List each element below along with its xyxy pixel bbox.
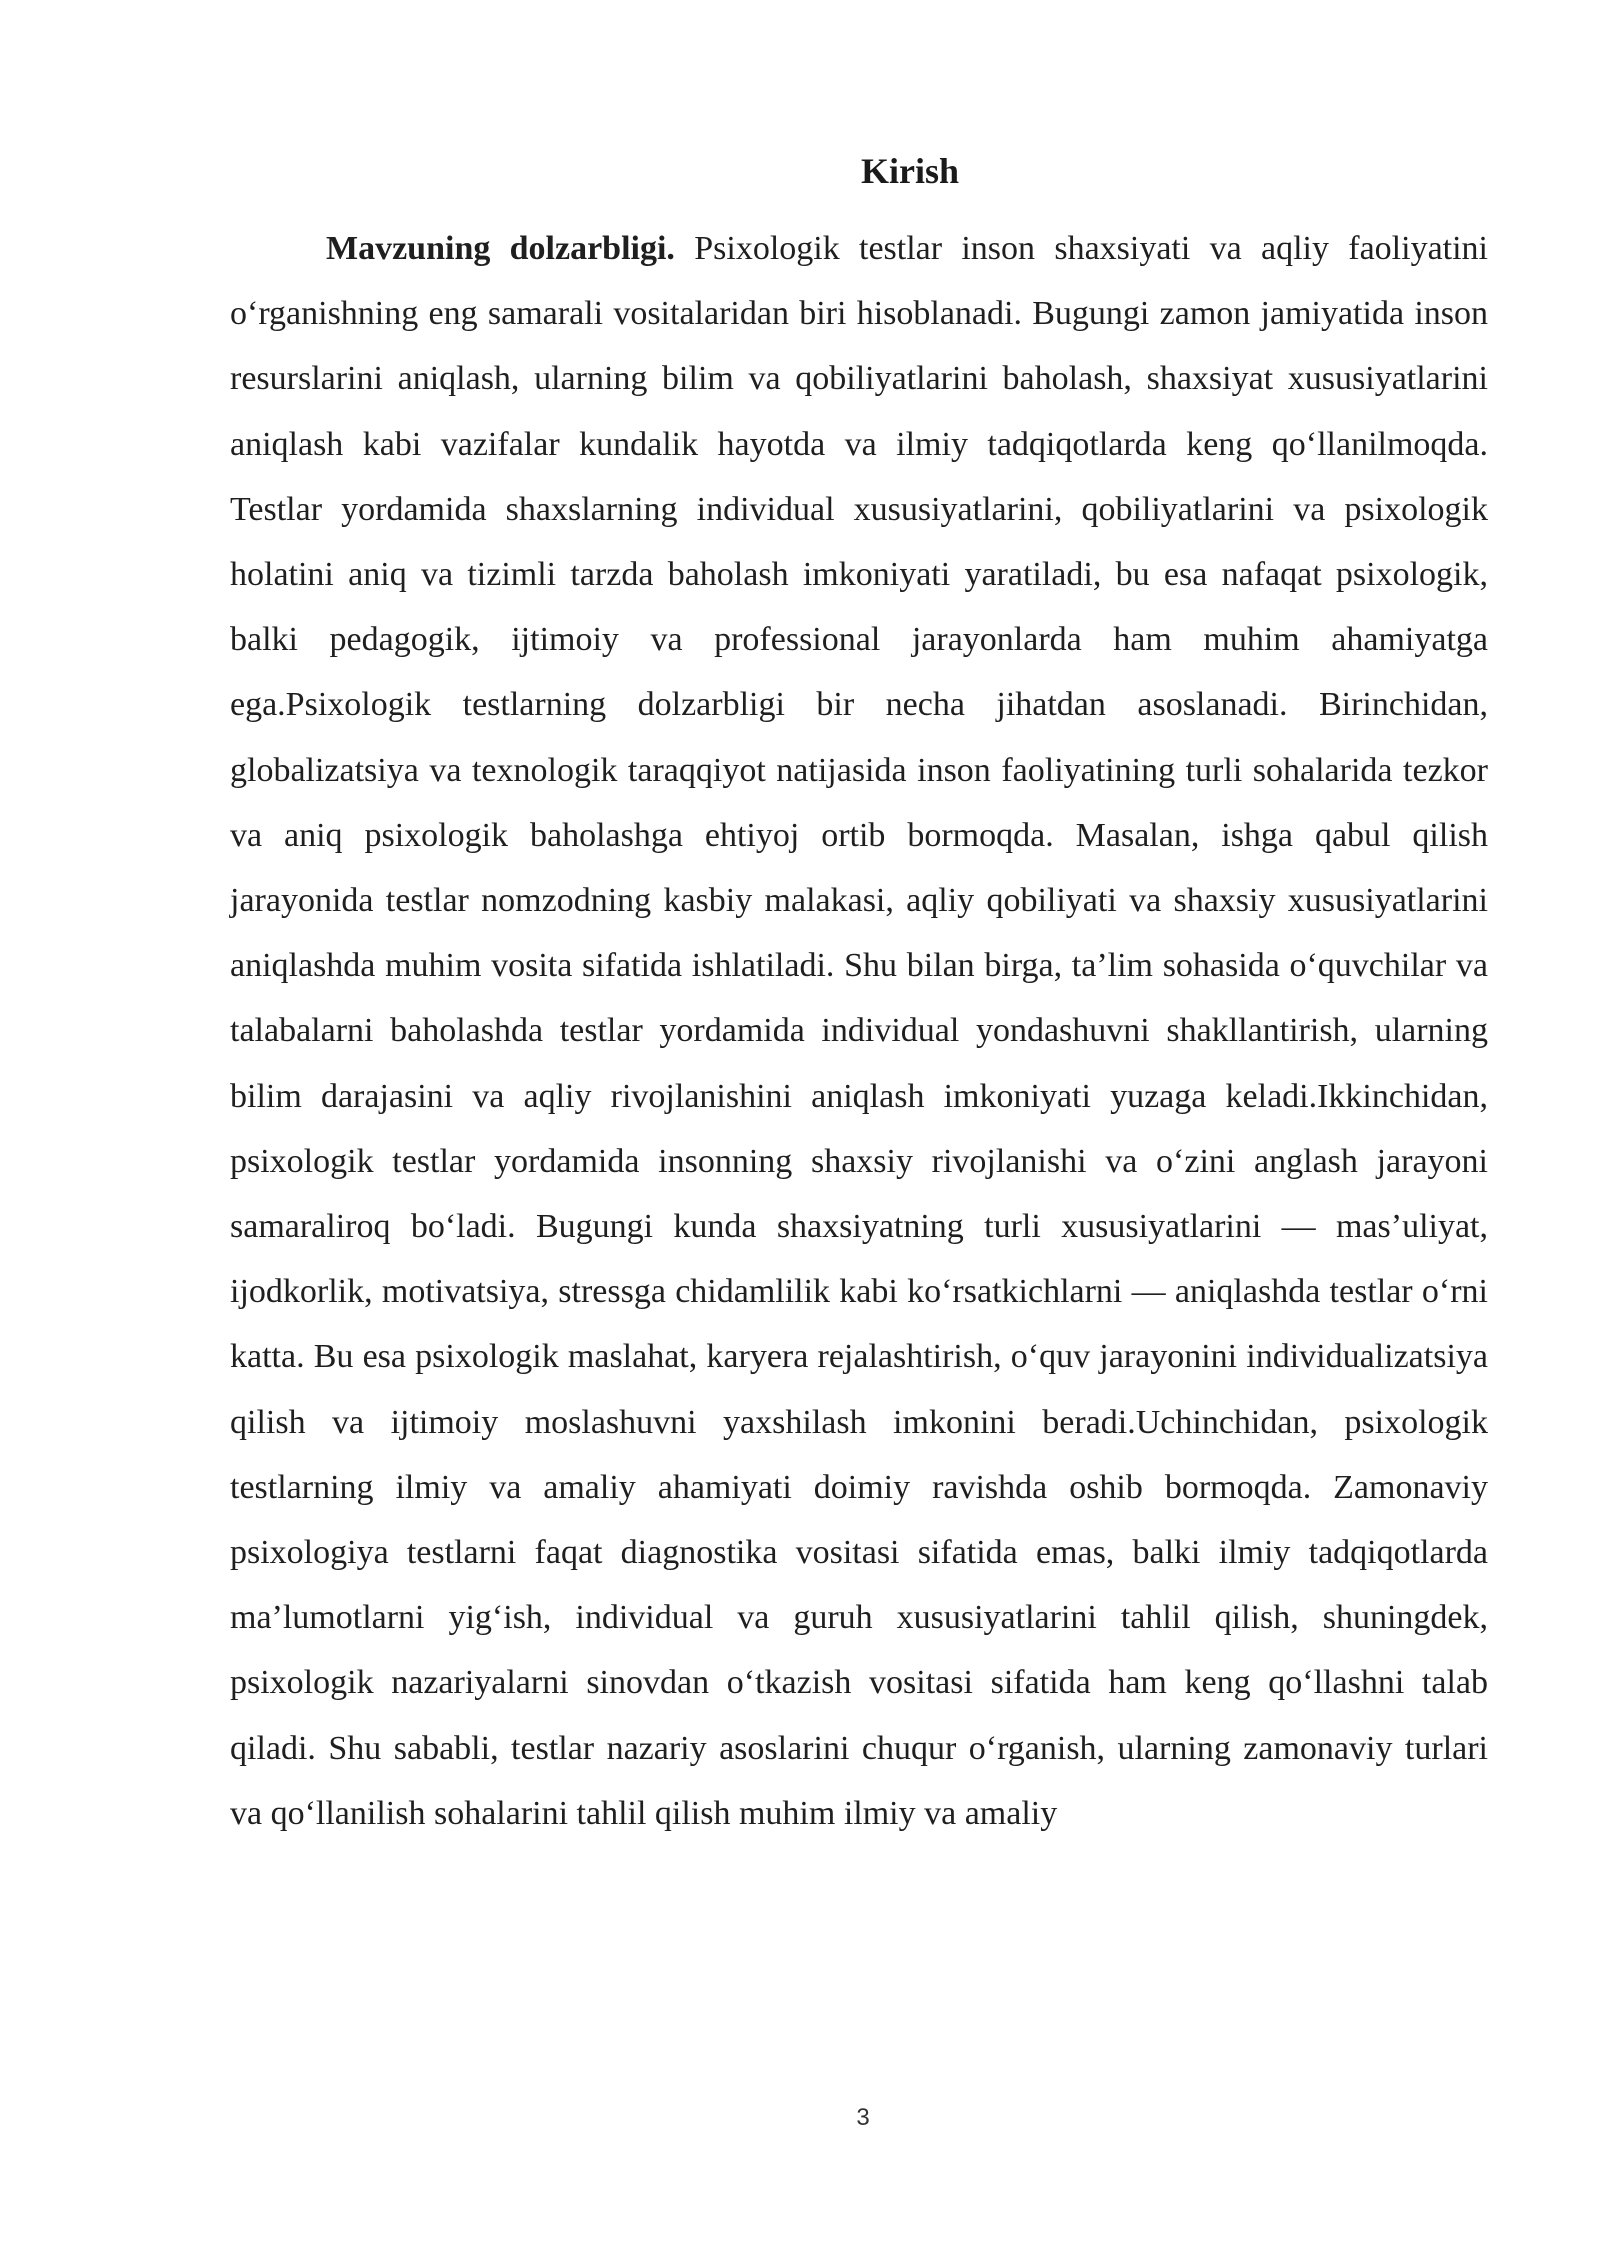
body-paragraph xyxy=(230,216,1488,1846)
page-number: 3 xyxy=(856,2104,870,2131)
paragraph-text: Psixologik testlar inson shaxsiyati va aqliy faoliyatini o‘rganishning eng samarali vositalaridan biri hisoblanadi. Bugungi zamon jamiyatida inson resurslarini aniqlash, ularning bilim va qobiliyatlarini baholash, shaxsiyat xususiyatlarini aniqlash kabi vazifalar kundalik hayotda va ilmiy tadqiqotlarda keng qo‘llanilmoqda. Testlar yordamida shaxslarning individual xususiyatlarini, qobiliyatlarini va psixologik holatini aniq va tizimli tarzda baholash imkoniyati yaratiladi, bu esa nafaqat psixologik, balki pedagogik, ijtimoiy va professional jarayonlarda ham muhim ahamiyatga ega.Psixologik testlarning dolzarbligi bir necha jihatdan asoslanadi. Birinchidan, globalizatsiya va texnologik taraqqiyot natijasida inson faoliyatining turli sohalarida tezkor va aniq psixologik baholashga ehtiyoj ortib bormoqda. Masalan, ishga qabul qilish jarayonida testlar nomzodning kasbiy malakasi, aqliy qobiliyati va shaxsiy xususiyatlarini aniqlashda muhim vosita sifatida ishlatiladi. Shu bilan birga, ta’lim sohasida o‘quvchilar va talabalarni baholashda testlar yordamida individual yondashuvni shakllantirish, ularning bilim darajasini va aqliy rivojlanishini aniqlash imkoniyati yuzaga keladi.Ikkinchidan, psixologik testlar yordamida insonning shaxsiy rivojlanishi va o‘zini anglash jarayoni samaraliroq bo‘ladi. Bugungi kunda shaxsiyatning turli xususiyatlarini — mas’uliyat, ijodkorlik, motivatsiya, stressga chidamlilik kabi ko‘rsatkichlarni — aniqlashda testlar o‘rni katta. Bu esa psixologik maslahat, karyera rejalashtirish, o‘quv jarayonini individualizatsiya qilish va ijtimoiy moslashuvni yaxshilash imkonini beradi.Uchinchidan, psixologik testlarning ilmiy va amaliy ahamiyati doimiy ravishda oshib bormoqda. Zamonaviy psixologiya testlarni faqat diagnostika vositasi sifatida emas, balki ilmiy tadqiqotlarda ma’lumotlarni yig‘ish, individual va guruh xususiyatlarini tahlil qilish, shuningdek, psixologik nazariyalarni sinovdan o‘tkazish vositasi sifatida ham keng qo‘llashni talab qiladi. Shu sababli, testlar nazariy asoslarini chuqur o‘rganish, ularning zamonaviy turlari va qo‘llanilish sohalarini tahlil qilish muhim ilmiy va amaliy xyxy=(230,230,1488,1832)
lead-label: Mavzuning dolzarbligi. xyxy=(326,230,675,267)
section-heading: Kirish xyxy=(860,151,959,191)
